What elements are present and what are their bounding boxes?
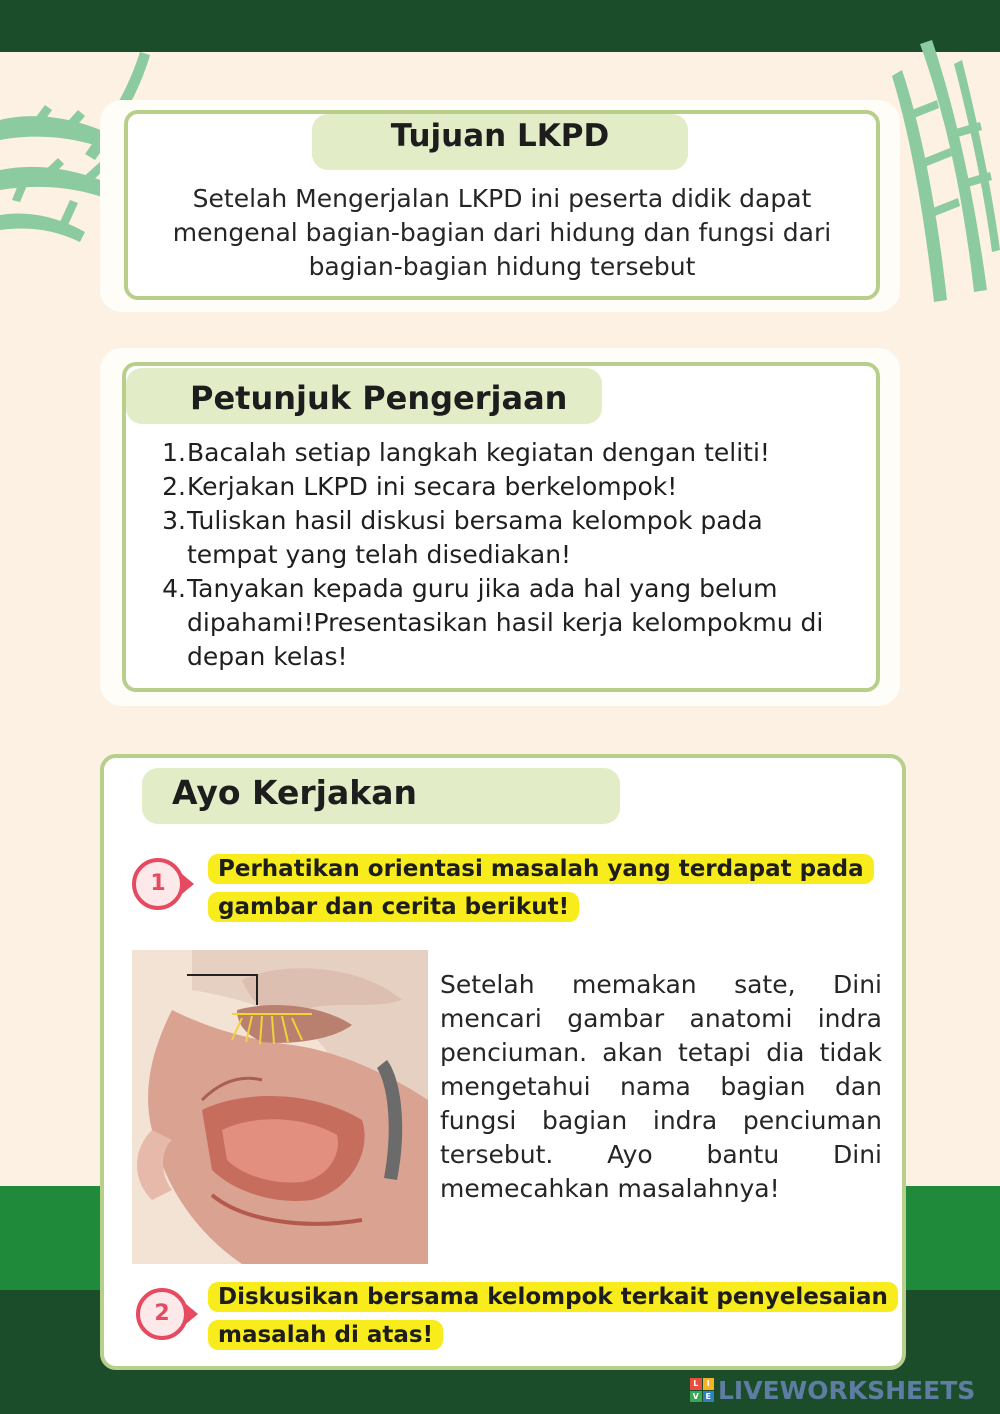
task-1-instruction: Perhatikan orientasi masalah yang terdapat pada gambar dan cerita berikut! [208, 850, 898, 926]
liveworksheets-watermark [690, 1374, 990, 1406]
nose-anatomy-image [132, 950, 428, 1264]
goal-text: Setelah Mengerjalan LKPD ini peserta didik dapat mengenal bagian-bagian dari hidung dan fungsi dari bagian-bagian hidung tersebut [172, 184, 832, 281]
instruction-step: 3. Tuliskan hasil diskusi bersama kelompok pada tempat yang telah disediakan! [162, 506, 763, 569]
instruction-step: 2. Kerjakan LKPD ini secara berkelompok! [162, 472, 678, 501]
instruction-step: 1. Bacalah setiap langkah kegiatan dengan teliti! [162, 438, 770, 467]
step-badge-2: 2 [136, 1288, 188, 1340]
instruction-step: 4. Tanyakan kepada guru jika ada hal yang belum dipahami!Presentasikan hasil kerja kelompokmu di depan kelas! [162, 574, 824, 671]
story-text: Setelah memakan sate, Dini mencari gambar anatomi indra penciuman. akan tetapi dia tidak mengetahui nama bagian dan fungsi bagian indra penciuman tersebut. Ayo bantu Dini memecahkan masalahnya! [440, 970, 882, 1203]
instructions-title: Petunjuk Pengerjaan [126, 368, 602, 424]
liveworksheets-logo-icon: L I V E [690, 1378, 714, 1402]
goal-title: Tujuan LKPD [312, 114, 688, 170]
step-badge-1: 1 [132, 858, 184, 910]
task-2-instruction: Diskusikan bersama kelompok terkait penyelesaian masalah di atas! [208, 1278, 898, 1354]
activity-title: Ayo Kerjakan [142, 768, 620, 824]
top-band [0, 0, 1000, 52]
watermark-text: LIVEWORKSHEETS [718, 1375, 976, 1405]
leaf-decoration-right [892, 40, 1000, 310]
instructions-list [152, 436, 852, 674]
